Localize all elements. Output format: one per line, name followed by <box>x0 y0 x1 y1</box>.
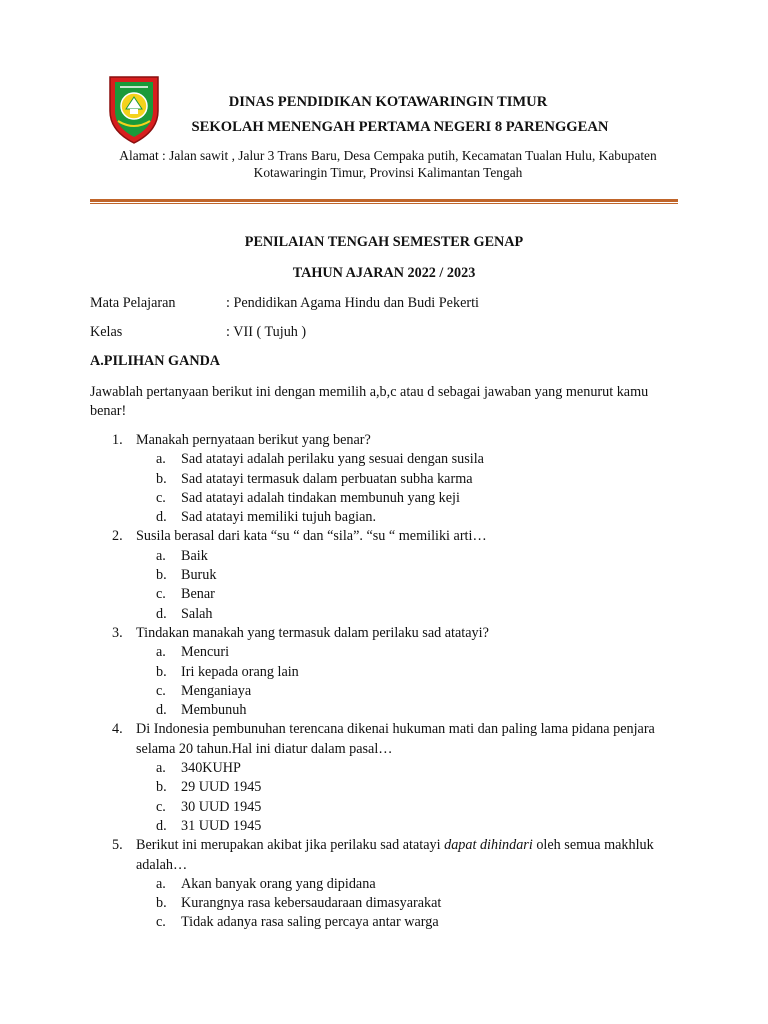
option-1d <box>90 508 680 527</box>
option-text: 29 UUD 1945 <box>181 779 262 796</box>
option-text: Sad atatayi termasuk dalam perbuatan subha karma <box>181 470 473 487</box>
options-4 <box>90 759 680 836</box>
option-letter: d. <box>156 817 167 834</box>
question-text-emphasis: dapat dihindari <box>444 837 533 854</box>
option-letter: b. <box>156 567 167 584</box>
section-title: A.PILIHAN GANDA <box>90 353 221 369</box>
question-3 <box>90 624 680 643</box>
exam-title: PENILAIAN TENGAH SEMESTER GENAP <box>244 234 524 250</box>
question-text: Di Indonesia pembunuhan terencana dikenai hukuman mati dan paling lama pidana penjara selama 20 tahun.Hal ini diatur dalam pasal… <box>136 721 655 757</box>
question-text-part2: oleh semua makhluk adalah… <box>136 837 654 873</box>
option-4a <box>90 759 680 778</box>
option-text: Sad atatayi adalah perilaku yang sesuai dengan susila <box>181 451 484 468</box>
option-text: Tidak adanya rasa saling percaya antar warga <box>181 914 439 931</box>
option-4b <box>90 778 680 797</box>
option-text: Baik <box>181 547 208 564</box>
question-text: Susila berasal dari kata “su “ dan “sila”. “su “ memiliki arti… <box>136 528 487 545</box>
address-line-1: Alamat : Jalan sawit , Jalur 3 Trans Baru, Desa Cempaka putih, Kecamatan Tualan Hulu, Kabupaten <box>119 148 657 163</box>
option-letter: d. <box>156 605 167 622</box>
option-text: Kurangnya rasa kebersaudaraan dimasyarakat <box>181 895 442 912</box>
option-letter: c. <box>156 586 166 603</box>
option-1c <box>90 489 680 508</box>
subject-value: : Pendidikan Agama Hindu dan Budi Pekerti <box>226 295 479 311</box>
option-letter: a. <box>156 875 166 892</box>
option-letter: b. <box>156 779 167 796</box>
agency-name: DINAS PENDIDIKAN KOTAWARINGIN TIMUR <box>228 94 548 110</box>
letterhead-divider-thick <box>90 199 678 202</box>
option-4d <box>90 817 680 836</box>
option-text: Membunuh <box>181 702 247 719</box>
option-text: Iri kepada orang lain <box>181 663 299 680</box>
school-address <box>100 147 676 181</box>
options-3 <box>90 643 680 720</box>
instruction-text: Jawablah pertanyaan berikut ini dengan memilih a,b,c atau d sebagai jawaban yang menurut kamu benar! <box>90 384 649 419</box>
question-number: 1. <box>112 432 123 448</box>
option-3d <box>90 701 680 720</box>
option-letter: c. <box>156 798 166 815</box>
option-letter: d. <box>156 509 167 526</box>
option-letter: a. <box>156 547 166 564</box>
option-2c <box>90 585 680 604</box>
class-value: : VII ( Tujuh ) <box>226 324 307 340</box>
address-line-2: Kotawaringin Timur, Provinsi Kalimantan Tengah <box>253 165 523 180</box>
option-text: Menganiaya <box>181 682 252 699</box>
option-3a <box>90 643 680 662</box>
question-number: 2. <box>112 528 123 545</box>
question-2 <box>90 527 680 546</box>
option-letter: a. <box>156 451 166 468</box>
option-2b <box>90 566 680 585</box>
option-letter: b. <box>156 470 167 487</box>
option-text: Sad atatayi memiliki tujuh bagian. <box>181 509 377 526</box>
option-letter: b. <box>156 895 167 912</box>
question-number: 3. <box>112 624 123 641</box>
question-number: 4. <box>112 721 123 738</box>
options-1 <box>90 450 680 527</box>
option-letter: d. <box>156 702 167 719</box>
option-letter: c. <box>156 914 166 931</box>
exam-year: TAHUN AJARAN 2022 / 2023 <box>292 265 476 281</box>
subject-label: Mata Pelajaran <box>90 295 176 311</box>
option-letter: a. <box>156 644 166 661</box>
option-text: Buruk <box>181 567 217 584</box>
option-5c <box>90 913 680 932</box>
options-2 <box>90 547 680 624</box>
question-number: 5. <box>112 837 123 854</box>
option-2d <box>90 605 680 624</box>
option-letter: a. <box>156 760 166 777</box>
option-1a <box>90 450 680 469</box>
option-text: Salah <box>181 605 213 622</box>
question-list <box>90 431 680 933</box>
option-letter: c. <box>156 682 166 699</box>
class-label: Kelas <box>90 324 123 340</box>
option-letter: b. <box>156 663 167 680</box>
school-name: SEKOLAH MENENGAH PERTAMA NEGERI 8 PARENGGEAN <box>191 119 609 135</box>
option-text: 340KUHP <box>181 760 241 777</box>
option-2a <box>90 547 680 566</box>
option-text: Sad atatayi adalah tindakan membunuh yang keji <box>181 489 460 506</box>
option-4c <box>90 798 680 817</box>
option-letter: c. <box>156 489 166 506</box>
question-text: Tindakan manakah yang termasuk dalam perilaku sad atatayi? <box>136 624 489 641</box>
option-3b <box>90 663 680 682</box>
option-text: 31 UUD 1945 <box>181 817 262 834</box>
option-text: Akan banyak orang yang dipidana <box>181 875 376 892</box>
question-4 <box>90 720 680 759</box>
option-5b <box>90 894 680 913</box>
question-text: Manakah pernyataan berikut yang benar? <box>136 432 371 448</box>
options-5 <box>90 875 680 933</box>
option-text: Mencuri <box>181 644 230 661</box>
option-text: Benar <box>181 586 215 603</box>
option-text: 30 UUD 1945 <box>181 798 262 815</box>
option-5a <box>90 875 680 894</box>
option-1b <box>90 470 680 489</box>
question-text-part1: Berikut ini merupakan akibat jika perilaku sad atatayi <box>136 837 445 854</box>
question-5 <box>90 836 680 875</box>
question-1 <box>90 431 680 450</box>
option-3c <box>90 682 680 701</box>
letterhead-divider-thin <box>90 203 678 204</box>
